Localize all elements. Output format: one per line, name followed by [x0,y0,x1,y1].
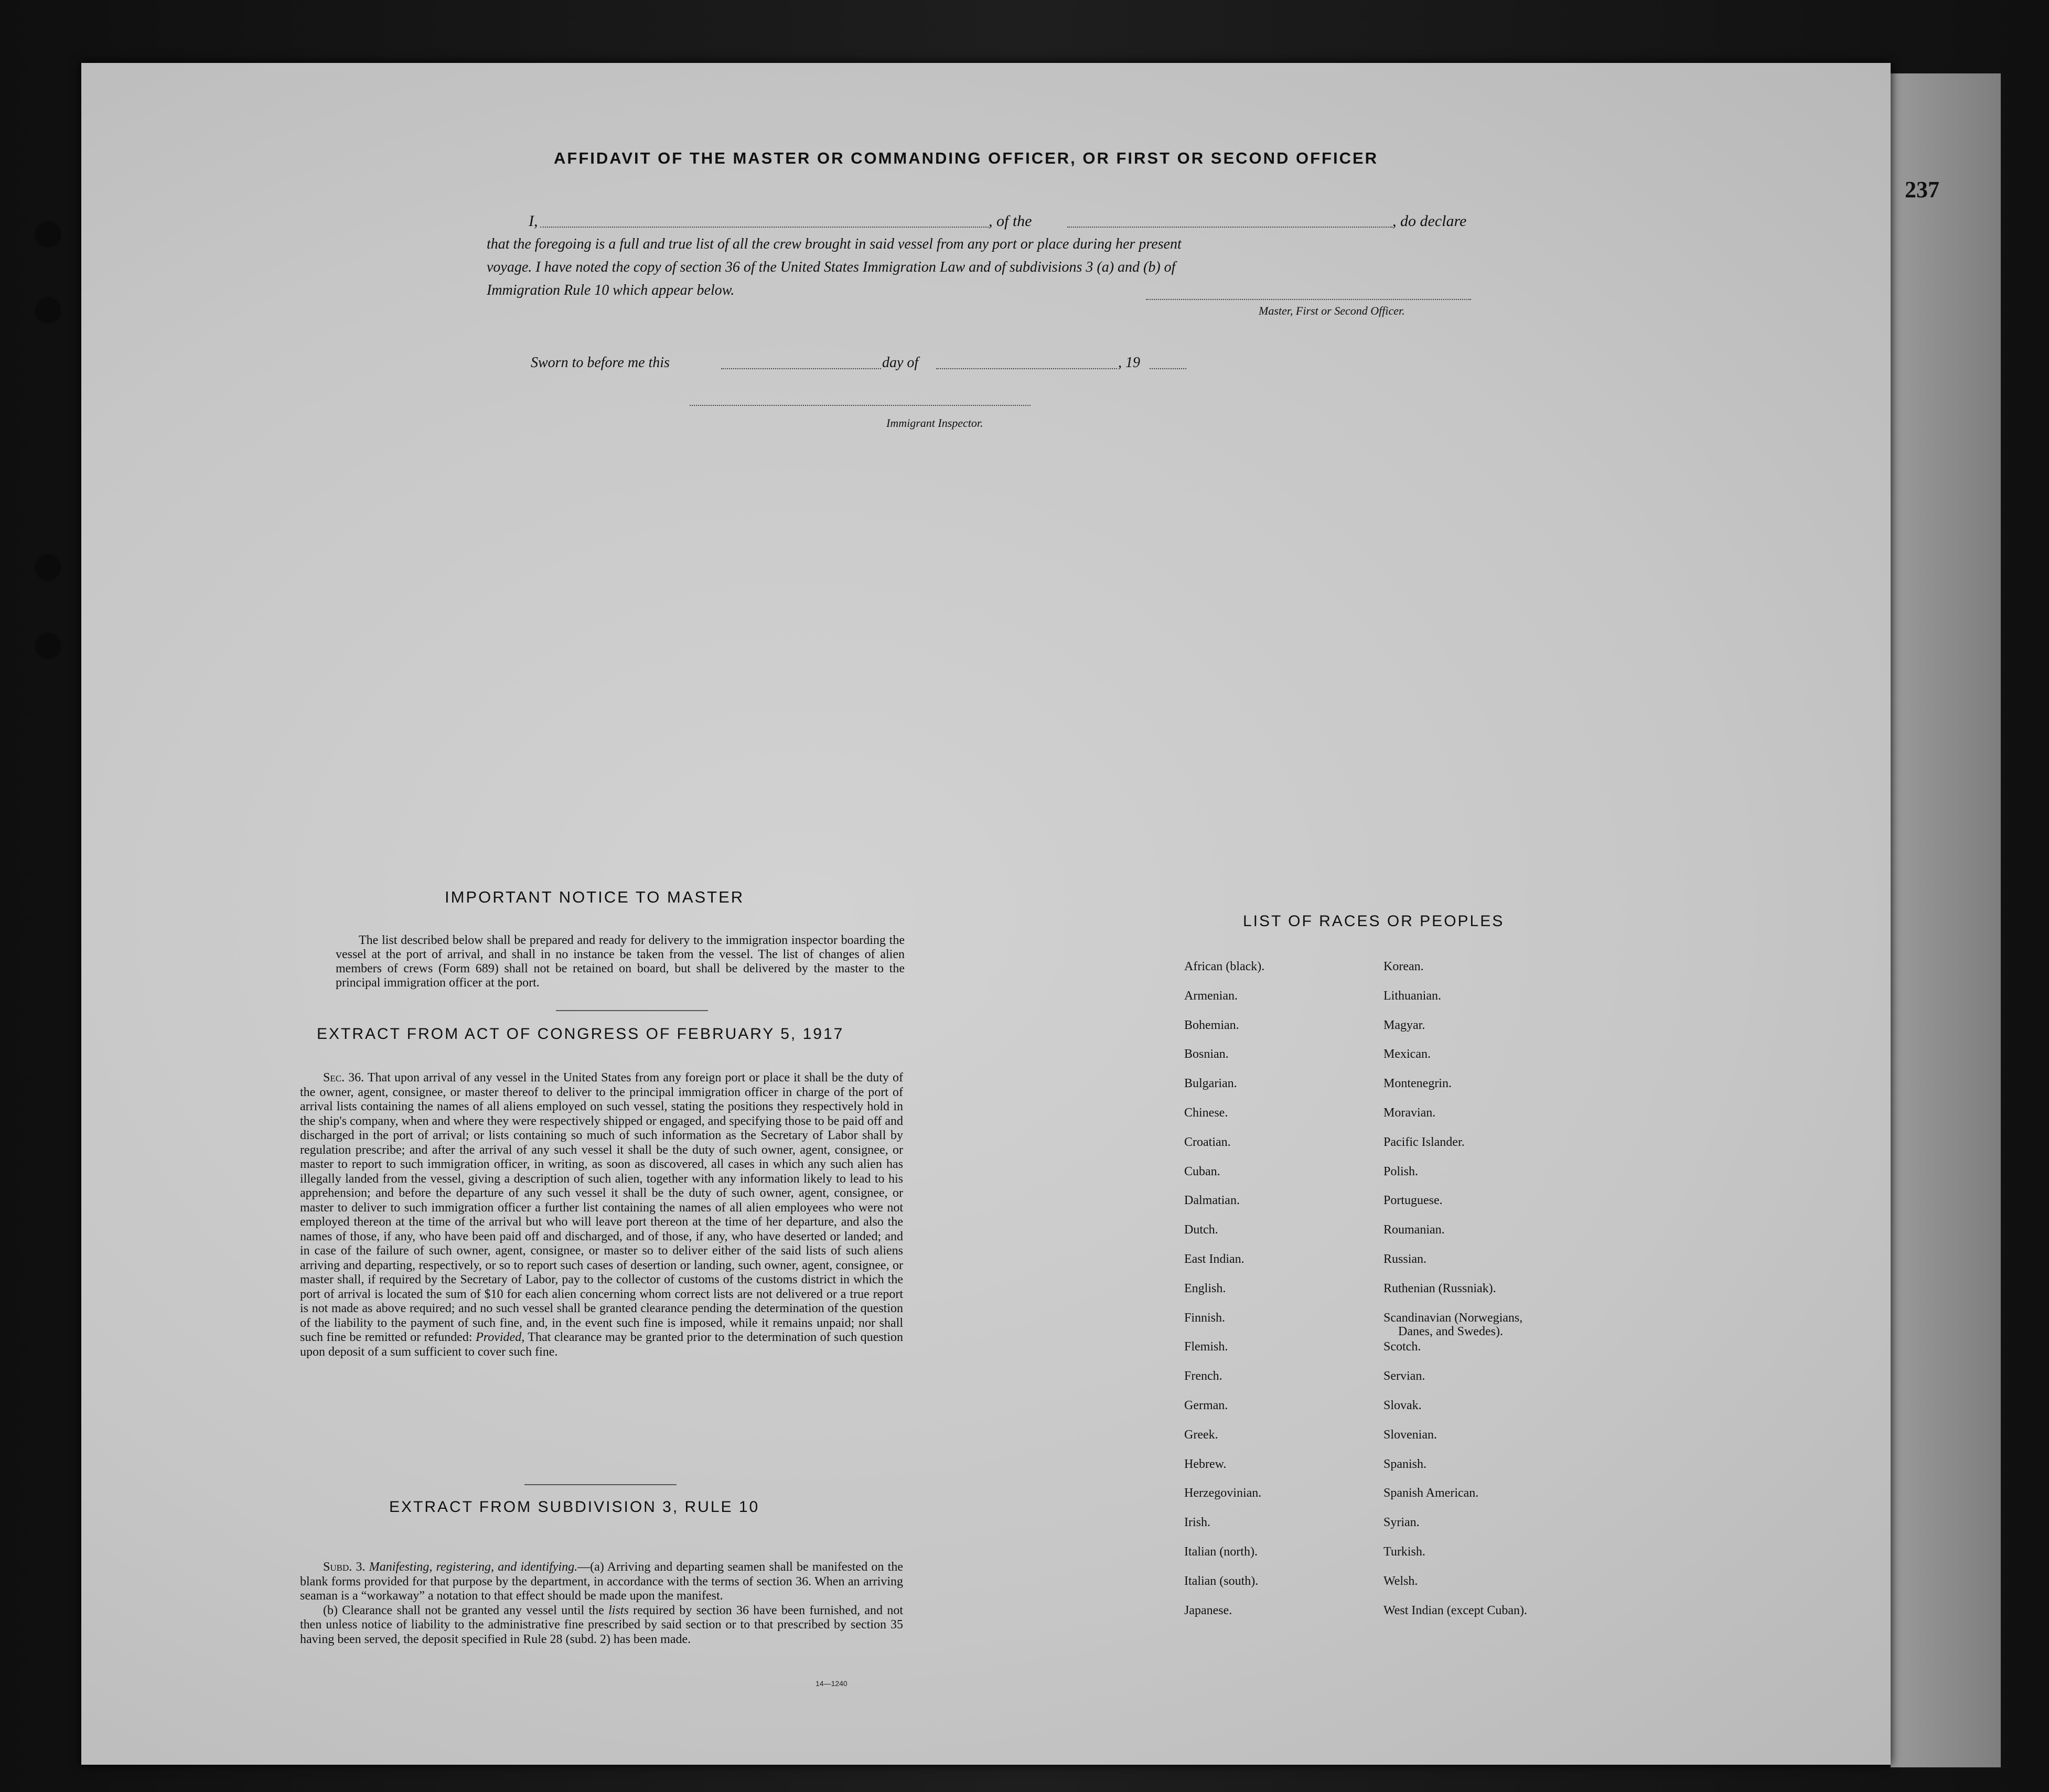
races-title: LIST OF RACES OR PEOPLES [1243,913,1505,930]
race-item: Syrian. [1383,1516,1420,1530]
race-item: Dutch. [1184,1223,1218,1237]
race-item: Bohemian. [1184,1018,1239,1032]
sworn-year-field[interactable] [1150,368,1186,369]
race-item: Flemish. [1184,1340,1228,1354]
affidavit-title: AFFIDAVIT OF THE MASTER OR COMMANDING OFFICER, OR FIRST OR SECOND OFFICER [554,149,1379,167]
vessel-name-field[interactable] [1067,227,1392,228]
sec-label: Sec. 36. [323,1071,364,1085]
race-item: Turkish. [1383,1545,1425,1559]
affidavit-declare-label: , do declare [1392,212,1467,230]
race-item: Montenegrin. [1383,1077,1452,1091]
inspector-caption: Immigrant Inspector. [886,416,983,430]
race-item: Pacific Islander. [1383,1135,1465,1149]
race-item: Roumanian. [1383,1223,1445,1237]
race-item: Bosnian. [1184,1047,1229,1061]
page-number: 237 [1905,177,1939,202]
master-signature-field[interactable] [1146,299,1471,300]
act-extract-title: EXTRACT FROM ACT OF CONGRESS OF FEBRUARY 5, 1917 [317,1025,844,1043]
race-item: Welsh. [1383,1574,1418,1588]
notice-paragraph: The list described below shall be prepared and ready for delivery to the immigration inspector boarding the vessel at the port of arrival, and shall in no instance be taken from the vessel. The list of changes of alien members of crews (Form 689) shall not be retained on board, but shall be delivered by the master to the principal immigration officer at the port. [336,933,905,990]
sec-36-text: That upon arrival of any vessel in the United States from any foreign port or place it shall be the duty of the owner, agent, consignee, or master thereof to deliver to the principal immigration officer in charge of the port of arrival lists containing the names of all aliens employed on such vessel, stating the positions they respectively hold in the ship's company, when and where they were respectively shipped or engaged, and specifying those to be paid off and discharged in the port of arrival; or lists containing so much of such information as the Secretary of Labor shall by regulation prescribe; and after the arrival of any such vessel it shall be the duty of such owner, agent, consignee, or master to report to such immigration officer, in writing, as soon as discovered, all cases in which any such alien has illegally landed from the vessel, giving a description of such alien, together with any information likely to lead to his apprehension; and before the departure of any such vessel it shall be the duty of such owner, agent, consignee, or master to deliver to such immigration officer a further list containing the names of all alien employees who were not employed thereon at the time of the arrival but who will leave port thereon at the time of her departure, and also the names of those, if any, who have been paid off and discharged, and of those, if any, who have deserted or landed; and in case of the failure of such owner, agent, consignee, or master so to deliver either of the said lists of such aliens arriving and departing, respectively, or so to report such cases of desertion or landing, such owner, agent, consignee, or master shall, if required by the Secretary of Labor, pay to the collector of customs of the customs district in which the port of arrival is located the sum of $10 for each alien concerning whom correct lists are not delivered or a true report is not made as above required; and no such vessel shall be granted clearance pending the determination of the question of the liability to the payment of such fine, and, in the event such fine is imposed, while it remains unpaid; nor shall such fine be remitted or refunded: [300,1071,903,1344]
race-item: Scandinavian (Norwegians, [1383,1311,1523,1325]
sworn-day-field[interactable] [721,368,881,369]
document-page [81,63,1891,1765]
race-item: Servian. [1383,1369,1425,1383]
next-page-edge [1891,73,2001,1767]
affidavit-i-label: I, [529,212,538,230]
race-item: Herzegovinian. [1184,1486,1262,1500]
sworn-label: Sworn to before me this [531,355,670,371]
race-item: Scotch. [1383,1340,1421,1354]
race-item: Bulgarian. [1184,1077,1237,1091]
affidavit-line-2: voyage. I have noted the copy of section 36 of the United States Immigration Law and of subdivisions 3 (a) and (b) of [487,259,1176,275]
divider [556,1010,708,1011]
binder-hole [37,223,60,246]
race-item: Slovenian. [1383,1428,1437,1442]
day-of-label: day of [882,355,919,371]
race-item: German. [1184,1399,1228,1412]
race-item: Ruthenian (Russniak). [1383,1281,1496,1295]
subd-label: Subd. 3. [323,1560,366,1574]
race-item: African (black). [1184,960,1265,973]
binder-hole [37,299,60,322]
sec-36-text-end: That clearance may be granted prior to the determination of such question upon deposit of a sum sufficient to cover such fine. [300,1330,904,1359]
master-name-field[interactable] [540,227,989,228]
rule-extract-text [300,1560,903,1647]
binder-hole [37,556,60,579]
race-item: Portuguese. [1383,1194,1443,1208]
subd-para-a: —(a) Arriving and departing seamen shall be manifested on the blank forms provided for that purpose by the department, in accordance with the terms of section 36. When an arriving seaman is a “workaway” a notation to that effect should be made upon the manifest. [300,1560,903,1603]
race-item: French. [1184,1369,1222,1383]
sworn-month-field[interactable] [936,368,1117,369]
provided-label: Provided, [476,1330,525,1344]
race-item: Lithuanian. [1383,989,1441,1003]
affidavit-line-3: Immigration Rule 10 which appear below. [487,282,735,298]
subd-para-b-start: (b) Clearance shall not be granted any vessel until the [323,1603,604,1617]
race-item: Mexican. [1383,1047,1431,1061]
race-item: East Indian. [1184,1252,1245,1266]
race-item: Japanese. [1184,1603,1232,1617]
subd-heading: Manifesting, registering, and identifying. [369,1560,578,1574]
signature-caption: Master, First or Second Officer. [1259,304,1405,317]
race-item: Cuban. [1184,1164,1220,1178]
race-item: Slovak. [1383,1399,1422,1412]
form-number: 14—1240 [816,1679,848,1688]
notice-title: IMPORTANT NOTICE TO MASTER [445,888,745,906]
subd-para-b-lists: lists [608,1603,629,1617]
race-item: Magyar. [1383,1018,1425,1032]
race-item: Croatian. [1184,1135,1231,1149]
race-item: Dalmatian. [1184,1194,1240,1208]
race-item: Italian (south). [1184,1574,1259,1588]
rule-extract-title: EXTRACT FROM SUBDIVISION 3, RULE 10 [389,1498,760,1516]
race-item: Italian (north). [1184,1545,1258,1559]
race-item: Korean. [1383,960,1424,973]
race-item: Greek. [1184,1428,1218,1442]
race-item: Finnish. [1184,1311,1226,1325]
race-item: Hebrew. [1184,1457,1227,1471]
race-item: Irish. [1184,1516,1210,1530]
act-extract-text [300,1071,903,1359]
race-item: Spanish. [1383,1457,1427,1471]
race-item: Armenian. [1184,989,1238,1003]
race-item: Russian. [1383,1252,1427,1266]
race-item: Polish. [1383,1164,1419,1178]
year-label: , 19 [1118,355,1140,371]
race-item: English. [1184,1281,1226,1295]
subd-para-b-end: required by section 36 have been furnished, and not then unless notice of liability to the administrative fine prescribed by said section or to that prescribed by section 35 having been served, the deposit specified in Rule 28 (subd. 2) has been made. [300,1603,903,1646]
affidavit-of-the-label: , of the [989,212,1032,230]
race-item-continuation: Danes, and Swedes). [1398,1324,1503,1338]
inspector-signature-field[interactable] [690,405,1031,406]
race-item: Moravian. [1383,1106,1436,1120]
binder-hole [37,635,60,658]
race-item: West Indian (except Cuban). [1383,1603,1527,1617]
race-item: Spanish American. [1383,1486,1479,1500]
divider [524,1484,677,1485]
race-item: Chinese. [1184,1106,1228,1120]
affidavit-line-1: that the foregoing is a full and true list of all the crew brought in said vessel from any port or place during her present [487,236,1182,252]
notice-text [336,933,905,990]
